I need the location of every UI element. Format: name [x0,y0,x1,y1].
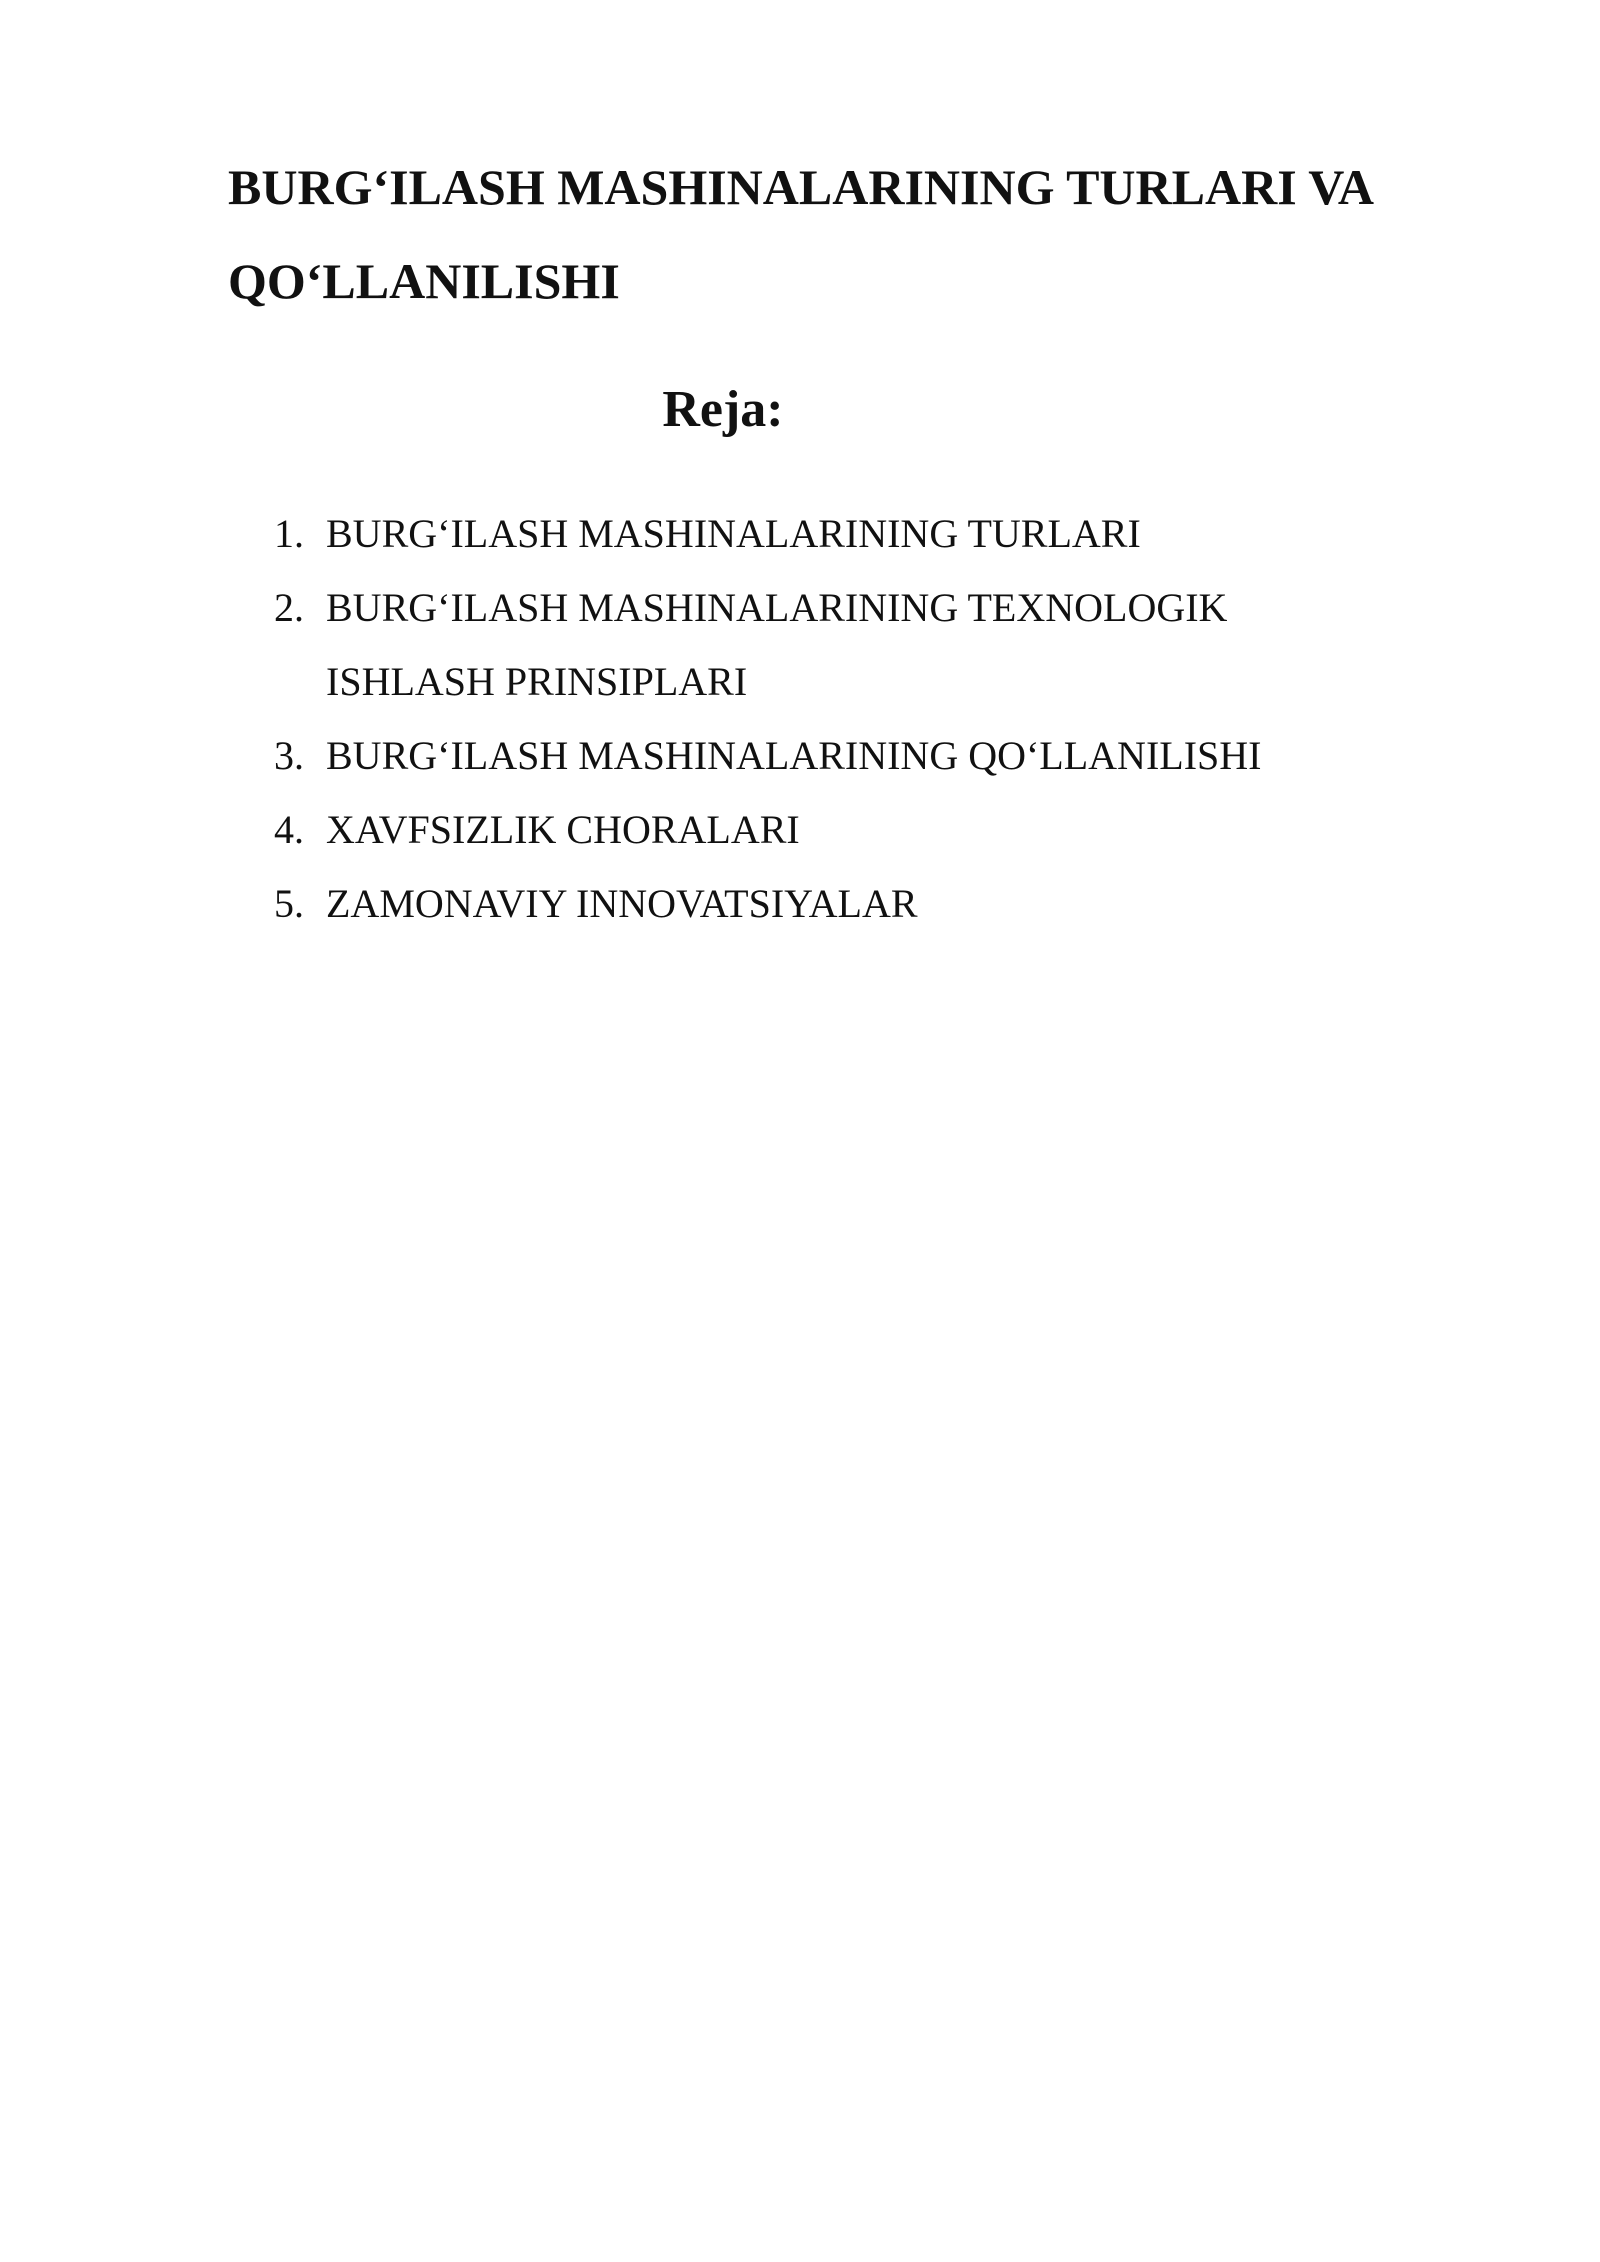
document-title: BURG‘ILASH MASHINALARINING TURLARI VA QO‘LLANILISHI [228,159,1372,309]
plan-item-1 [274,497,1394,571]
plan-item-5 [274,867,1394,941]
plan-item-text: BURG‘ILASH MASHINALARINING TURLARI [326,511,1141,556]
plan-item-number: 1. [274,511,304,556]
plan-item-text: XAVFSIZLIK CHORALARI [326,807,800,852]
plan-item-4 [274,793,1394,867]
plan-item-text: BURG‘ILASH MASHINALARINING TEXNOLOGIK ISHLASH PRINSIPLARI [326,585,1228,704]
plan-item-number: 5. [274,881,304,926]
plan-list [274,497,1394,941]
plan-item-number: 4. [274,807,304,852]
plan-heading: Reja: [662,381,784,438]
plan-item-text: BURG‘ILASH MASHINALARINING QO‘LLANILISHI [326,733,1262,778]
plan-item-2 [274,571,1394,719]
plan-item-text: ZAMONAVIY INNOVATSIYALAR [326,881,918,926]
plan-item-number: 3. [274,733,304,778]
plan-item-number: 2. [274,585,304,630]
plan-item-3 [274,719,1394,793]
